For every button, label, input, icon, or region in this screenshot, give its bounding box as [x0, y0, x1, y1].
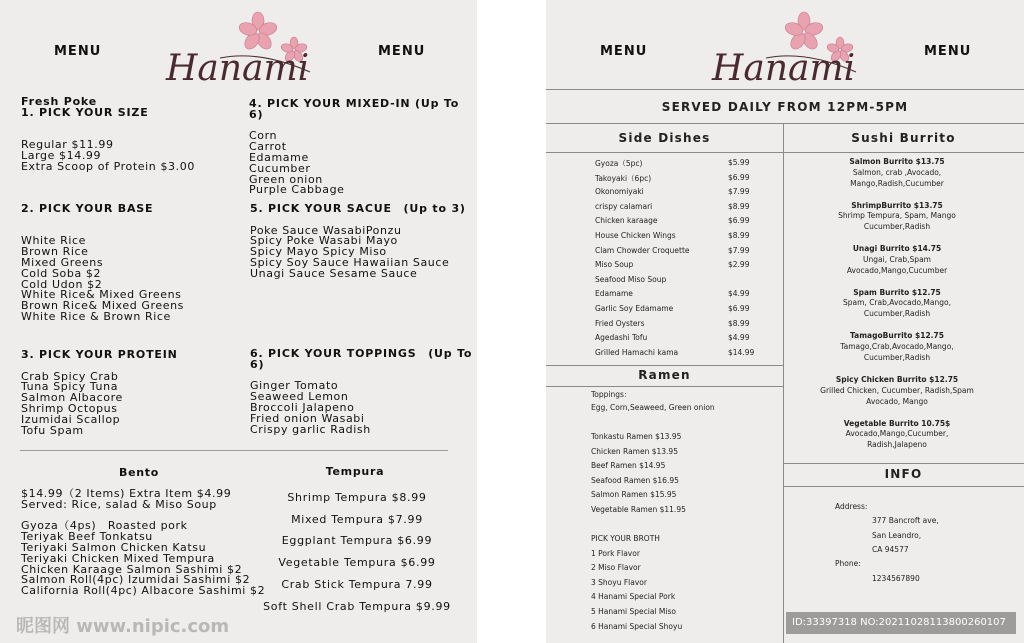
burrito-name: Salmon Burrito $13.75 — [849, 157, 945, 166]
broth-item: 6 Hanami Special Shoyu — [591, 621, 683, 631]
ramen-item: Seafood Ramen $16.95 — [591, 475, 679, 485]
tempura-heading: Tempura — [325, 465, 385, 478]
burrito-desc: Avocado, Mango — [866, 396, 928, 406]
side-dish-price: $4.99 — [728, 289, 750, 299]
burrito-desc: Ungai, Crab,Spam — [863, 254, 931, 264]
tempura-item: Shrimp Tempura $8.99 — [287, 491, 427, 504]
burrito-name: Vegetable Burrito 10.75$ — [843, 418, 951, 428]
image-id-watermark: ID:33397318 NO:20211028113800260107 — [786, 612, 1016, 634]
ramen-item: Beef Ramen $14.95 — [591, 461, 666, 471]
protein-item: Crab Spicy Crab — [21, 369, 119, 383]
broth-title: PICK YOUR BROTH — [591, 534, 660, 543]
ramen-item: Chicken Ramen $13.95 — [591, 446, 678, 456]
bento-line: Teriyaki Chicken Mixed Tempura — [21, 551, 215, 565]
rule — [783, 463, 1024, 464]
size-section — [21, 97, 195, 173]
side-dish-name: Grilled Hamachi kama — [595, 347, 679, 357]
burrito-item — [786, 331, 1008, 363]
burrito-item — [786, 157, 1008, 189]
burrito-item — [786, 244, 1008, 276]
rule — [783, 486, 1024, 487]
right-menu-page — [546, 0, 1024, 643]
hanami-logo — [160, 6, 320, 90]
side-dish-name: Okonomiyaki — [595, 187, 644, 197]
toppings-item: Fried onion Wasabi — [250, 411, 365, 425]
ramen-title: Ramen — [638, 368, 691, 382]
mixin-heading: 4. PICK YOUR MIXED-IN (Up To 6) — [249, 97, 460, 121]
side-dishes-title: Side Dishes — [618, 131, 711, 145]
bento-heading: Bento — [119, 466, 159, 479]
burrito-desc: Salmon, crab ,Avocado, — [852, 167, 942, 177]
phone-label: Phone: — [835, 559, 861, 568]
sushi-burrito-title: Sushi Burrito — [851, 131, 956, 145]
protein-item: Salmon Albacore — [21, 391, 123, 405]
sauce-item: Unagi Sauce Sesame Sauce — [250, 266, 418, 280]
rule — [546, 386, 783, 387]
bento-line: Gyoza（4ps) Roasted pork — [21, 519, 188, 533]
toppings-item: Crispy garlic Radish — [250, 422, 371, 436]
tempura-item: Eggplant Tempura $6.99 — [281, 534, 433, 548]
broth-item: 4 Hanami Special Pork — [591, 592, 676, 602]
info-title: INFO — [884, 467, 923, 481]
bento-line: Salmon Roll(4pc) Izumidai Sashimi $2 — [21, 573, 251, 587]
burrito-desc: Avocado,Mango,Cucumber, — [845, 429, 949, 439]
phone-number: 1234567890 — [872, 574, 920, 583]
side-dish-price: $5.99 — [728, 158, 750, 167]
sauce-heading: 5. PICK YOUR SACUE (Up to 3) — [250, 202, 466, 215]
ramen-item: Tonkastu Ramen $13.95 — [591, 432, 682, 441]
toppings-item: Ginger Tomato — [250, 379, 339, 393]
sauce-item: Poke Sauce WasabiPonzu — [250, 223, 402, 237]
side-dish-name: Fried Oysters — [595, 318, 645, 328]
burrito-item — [786, 419, 1008, 451]
mixin-item: Green onion — [249, 172, 323, 186]
broth-item: 1 Pork Flavor — [591, 548, 640, 558]
base-section — [21, 204, 184, 323]
sauce-section — [250, 204, 466, 280]
protein-item: Tofu Spam — [21, 423, 84, 437]
menu-label-right: MENU — [378, 44, 426, 59]
mixin-item: Purple Cabbage — [249, 183, 345, 197]
tempura-item: Mixed Tempura $7.99 — [291, 512, 423, 526]
protein-item: Shrimp Octopus — [21, 401, 118, 415]
rule — [546, 89, 1024, 90]
burrito-desc: Radish,Jalapeno — [867, 440, 927, 450]
side-dish-name: Takoyaki（6pc) — [595, 173, 652, 183]
burrito-item — [786, 201, 1008, 233]
side-dish-name: Edamame — [595, 289, 633, 299]
base-item: Mixed Greens — [21, 255, 104, 269]
side-dish-name: Agedashi Tofu — [595, 333, 648, 343]
side-dish-name: Seafood Miso Soup — [595, 274, 667, 284]
side-dish-price: $4.99 — [728, 333, 750, 343]
tempura-item: Vegetable Tempura $6.99 — [278, 556, 436, 570]
side-dish-price: $8.99 — [728, 231, 750, 240]
side-dish-name: Gyoza（5pc) — [595, 159, 643, 168]
side-dish-name: Garlic Soy Edamame — [595, 304, 674, 313]
menu-label-left: MENU — [54, 44, 102, 59]
mixin-section — [249, 99, 477, 196]
fresh-poke-heading: Fresh Poke — [21, 95, 98, 108]
side-dish-price: $6.99 — [728, 304, 750, 313]
burrito-item — [786, 288, 1008, 320]
tempura-item: Soft Shell Crab Tempura $9.99 — [263, 599, 451, 613]
rule — [546, 123, 1024, 124]
bento-line: Teriyaki Salmon Chicken Katsu — [21, 540, 207, 554]
ramen-item: Salmon Ramen $15.95 — [591, 490, 677, 500]
toppings-item: Broccoli Jalapeno — [250, 400, 355, 414]
side-dish-name: Chicken karaage — [595, 216, 658, 226]
brand-name: Hanami — [166, 48, 310, 89]
tempura-item: Crab Stick Tempura 7.99 — [281, 577, 433, 591]
base-item: Brown Rice — [21, 245, 89, 259]
rule — [546, 152, 1024, 153]
protein-item: Tuna Spicy Tuna — [21, 380, 119, 394]
side-dish-price: $6.99 — [728, 216, 750, 226]
burrito-desc: Tamago,Crab,Avocado,Mango, — [840, 341, 954, 351]
side-dish-price: $7.99 — [728, 187, 750, 197]
side-dish-name: crispy calamari — [595, 201, 653, 211]
base-item: White Rice & Brown Rice — [21, 309, 171, 323]
menu-label-left: MENU — [600, 44, 648, 59]
hanami-logo — [706, 6, 866, 90]
ramen-toppings-label: Toppings： — [591, 390, 632, 399]
burrito-item — [786, 375, 1008, 407]
base-item: Brown Rice& Mixed Greens — [21, 299, 185, 313]
size-heading: 1. PICK YOUR SIZE — [21, 105, 149, 119]
protein-section — [21, 350, 178, 436]
sauce-item: Spicy Poke Wasabi Mayo — [250, 234, 398, 248]
column-divider — [783, 123, 784, 643]
rule — [546, 365, 783, 366]
address-label: Address: — [835, 502, 868, 511]
burrito-desc: Grilled Chicken, Cucumber, Radish,Spam — [820, 385, 974, 395]
base-item: Cold Soba $2 — [21, 266, 102, 280]
bento-line: $14.99（2 Items) Extra Item $4.99 — [21, 487, 232, 500]
base-item: White Rice — [21, 234, 86, 248]
base-heading: 2. PICK YOUR BASE — [21, 202, 154, 215]
burrito-name: Unagi Burrito $14.75 — [852, 244, 942, 253]
ramen-item: Vegetable Ramen $11.95 — [591, 505, 686, 514]
bento-line: Chicken Karaage Salmon Sashimi $2 — [21, 562, 243, 576]
burrito-desc: Shrimp Tempura, Spam, Mango — [838, 211, 956, 221]
toppings-item: Seaweed Lemon — [250, 390, 349, 404]
burrito-name: ShrimpBurrito $13.75 — [851, 200, 943, 210]
burrito-name: Spicy Chicken Burrito $12.75 — [835, 375, 959, 384]
brand-name: Hanami — [712, 48, 856, 89]
protein-item: Izumidai Scallop — [21, 412, 121, 426]
base-item: Cold Udon $2 — [21, 277, 103, 291]
broth-item: 2 Miso Flavor — [591, 563, 641, 573]
mixin-item: Cucumber — [249, 161, 311, 175]
side-dish-price: $8.99 — [728, 201, 750, 211]
burrito-desc: Mango,Radish,Cucumber — [850, 178, 944, 188]
bento-line: California Roll(4pc) Albacore Sashimi $2 — [21, 584, 266, 598]
side-dish-price: $14.99 — [728, 347, 755, 357]
side-dish-name: Clam Chowder Croquette — [595, 245, 690, 255]
broth-item: 5 Hanami Special Miso — [591, 607, 676, 616]
burrito-desc: Cucumber,Radish — [863, 309, 931, 319]
bento-line: Teriyak Beef Tonkatsu — [21, 530, 153, 544]
site-watermark: 昵图网 www.nipic.com — [16, 616, 230, 637]
ramen-toppings: Egg, Corn,Seaweed, Green onion — [591, 403, 715, 412]
section-divider — [20, 450, 448, 451]
burrito-desc: Spam, Crab,Avocado,Mango, — [843, 298, 951, 308]
side-dish-price: $2.99 — [728, 260, 750, 270]
sauce-item: Spicy Soy Sauce Hawaiian Sauce — [250, 255, 450, 269]
bento-line: Served: Rice, salad & Miso Soup — [21, 497, 217, 511]
bento-section — [21, 489, 265, 597]
toppings-section — [250, 349, 477, 435]
burrito-name: TamagoBurrito $12.75 — [850, 331, 944, 340]
side-dish-name: Miso Soup — [595, 260, 634, 270]
base-item: White Rice& Mixed Greens — [21, 288, 182, 302]
mixin-item: Corn — [249, 129, 278, 143]
mixin-item: Edamame — [249, 150, 309, 164]
size-item: Regular $11.99 — [21, 138, 114, 152]
side-dish-price: $8.99 — [728, 318, 750, 328]
size-item: Large $14.99 — [21, 148, 102, 162]
side-dish-price: $6.99 — [728, 172, 750, 182]
burrito-desc: Avocado,Mango,Cucumber — [846, 265, 948, 275]
burrito-name: Spam Burrito $12.75 — [853, 287, 941, 297]
tempura-section — [262, 487, 452, 617]
mixin-item: Carrot — [249, 140, 287, 154]
address-line: 377 Bancroft ave, — [872, 516, 939, 525]
broth-item: 3 Shoyu Flavor — [591, 577, 647, 587]
address-line: CA 94577 — [872, 545, 909, 554]
side-dish-name: House Chicken Wings — [595, 231, 676, 240]
served-hours: SERVED DAILY FROM 12PM-5PM — [661, 100, 909, 114]
sauce-item: Spicy Mayo Spicy Miso — [250, 245, 387, 259]
size-item: Extra Scoop of Protein $3.00 — [21, 159, 195, 173]
burrito-desc: Cucumber,Radish — [863, 222, 931, 232]
left-menu-page — [0, 0, 477, 643]
side-dish-price: $7.99 — [728, 245, 750, 255]
menu-label-right: MENU — [924, 44, 972, 59]
address-line: San Leandro, — [872, 531, 922, 540]
protein-heading: 3. PICK YOUR PROTEIN — [21, 348, 178, 361]
toppings-heading: 6. PICK YOUR TOPPINGS (Up To 6) — [250, 347, 473, 371]
burrito-desc: Cucumber,Radish — [863, 352, 931, 362]
